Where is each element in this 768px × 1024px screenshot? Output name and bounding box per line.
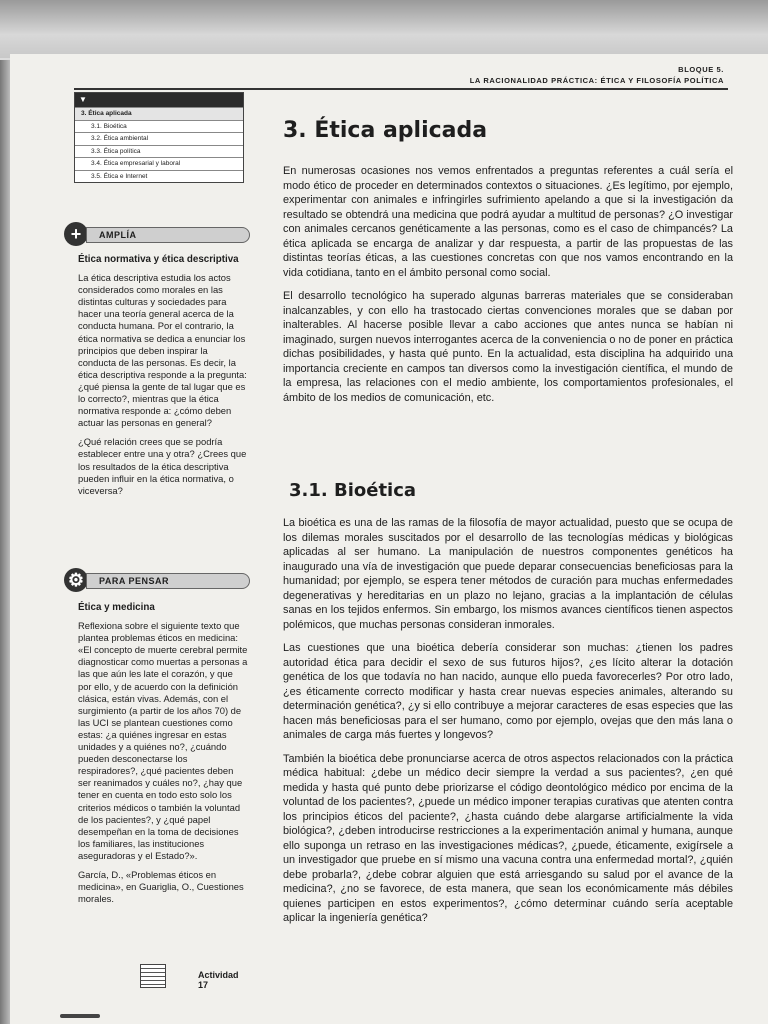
para-pensar-label: PARA PENSAR: [86, 573, 250, 589]
bottom-mark: [60, 1014, 100, 1018]
paragraph: En numerosas ocasiones nos vemos enfrentados a preguntas referentes a cuál sería el modo ético de proceder en determinados contextos o situaciones. ¿Es legítimo, por ejemplo, experimentar con animales e infringirles sufrimiento apelando a que si la investigación da resultado se obtendrá una medicina que podrá ayudar a multitud de personas? ¿O investigar con animales cercanos genéticamente a las personas, como es el caso de chimpancés? La ética aplicada se encarga de analizar y dar respuesta, a partir de las propuestas de las distintas teorías éticas, a las cuestiones concretas con que nos vamos encontrando en la vida cotidiana, tanto en el ámbito personal como social.: [283, 165, 733, 279]
book-icon: [140, 964, 166, 988]
section-heading: 3. Ética aplicada: [283, 118, 488, 143]
triangle-down-icon: ▼: [79, 95, 87, 104]
running-head-block: BLOQUE 5.: [678, 65, 724, 74]
header-rule: [74, 88, 728, 90]
toc-bar: [75, 93, 243, 107]
para-pensar-badge: [64, 568, 244, 592]
toc-item[interactable]: 3.4. Ética empresarial y laboral: [75, 157, 243, 170]
activity-footer: [140, 964, 250, 988]
amplia-label: AMPLÍA: [86, 227, 250, 243]
toc-item[interactable]: 3. Ética aplicada: [75, 107, 243, 120]
para-pensar-text: Reflexiona sobre el siguiente texto que plantea problemas éticos en medicina: «El concepto de muerte cerebral permite diagnosticar como muertas a personas a las que aún les late el corazón, y que por ello, y de acuerdo con la definición clásica, están vivas. Además, con el surgimiento (a partir de los años 70) de las UCI se plantean cuestiones como estas: ¿a quiénes ingresar en estas unidades y a quiénes no?, ¿cuándo pueden desconectarse los respiradores?, ¿qué pacientes deben ser reanimados y cuáles no?, ¿hay que tener en cuenta en todo esto solo los criterios médicos o también la voluntad de los pacientes?, y ¿qué papel desempeñan en la toma de decisiones los familiares, las instituciones aseguradoras y el Estado?».: [78, 620, 248, 861]
book-binding: [0, 60, 10, 1024]
paragraph: La bioética es una de las ramas de la filosofía de mayor actualidad, puesto que se ocupa de los dilemas morales suscitados por el desarrollo de las tecnologías médicas y biológicas aplicadas al ser humano. La manipulación de nuestros componentes genéticos ha inaugurado una vía de investigación que puede deparar consecuencias beneficiosas para la humanidad; por ejemplo, se espera tener métodos de curación para muchas enfermedades degenerativas y hereditarias en un plazo no lejano, gracias a la implantación de células sanas en los tejidos enfermos. Sin embargo, los mismos avances científicos tienen aspectos polémicos, que muchas personas consideran inmorales.: [283, 517, 733, 631]
para-pensar-citation: García, D., «Problemas éticos en medicina», en Guariglia, O., Cuestiones morales.: [78, 868, 244, 905]
running-head-title: LA RACIONALIDAD PRÁCTICA: ÉTICA Y FILOSOFÍA POLÍTICA: [469, 76, 724, 85]
plus-icon: +: [64, 222, 88, 246]
para-pensar-title: Ética y medicina: [78, 602, 155, 613]
toc-item[interactable]: 3.1. Bioética: [75, 120, 243, 133]
paragraph: El desarrollo tecnológico ha superado algunas barreras materiales que se consideraban inalcanzables, y con ello ha trastocado ciertas convenciones morales que se daban por inalterables. Al hacerse posible llevar a cabo acciones que antes nunca se habían ni imaginado, surgen nuevos interrogantes acerca de la conveniencia o no de poner en práctica dichas posibilidades, y hasta qué punto. En la actualidad, esta disciplina ha adquirido una importancia creciente en campos tan diversos como la investigación científica, el mundo de la empresa, las relaciones con el medio ambiente, los comportamientos profesionales, el ámbito de los medios de comunicación, etc.: [283, 290, 733, 404]
toc-item[interactable]: 3.3. Ética política: [75, 145, 243, 158]
amplia-badge: [64, 222, 244, 246]
gears-icon: ⚙: [64, 568, 88, 592]
amplia-text: La ética descriptiva estudia los actos considerados como morales en las distintas culturas y sociedades para hacer una teoría general acerca de la conducta humana. Por el contrario, la ética normativa se dedica a enunciar los principios que deben inspirar la conducta de las personas. Es decir, la ética descriptiva responde a la pregunta: ¿qué piensa la gente de tal lugar que es lo correcto?, mientras que la ética normativa responde a: ¿cómo deben actuar las personas en general?: [78, 272, 247, 429]
paragraph: También la bioética debe pronunciarse acerca de otros aspectos relacionados con la práctica médica habitual: ¿debe un médico decir siempre la verdad a sus pacientes?, ¿en qué medida y hasta qué punto debe priorizarse el código deontológico médico por encima de la voluntad de los pacientes?, ¿puede un médico imponer terapias curativas que atenten contra los principios éticos del paciente?, ¿hasta cuándo debe alargarse artificialmente la vida biológica?, ¿deben introducirse restricciones a la experimentación animal y humana, aunque ello suponga un retraso en las investigaciones médicas?, ¿puede, éticamente, exigírsele a un investigador que pruebe en sí mismo una vacuna contra una enfermedad mortal?, ¿quién debe probarla?, ¿debe cobrar alguien que está arriesgando su salud por el avance de la medicina?, ¿no se favorece, de esta manera, que sean los económicamente más débiles quienes participen en estos experimentos?, ¿cómo determinar cuándo sería aceptable aplicar la ingeniería genética?: [283, 752, 733, 924]
subsection-body: [283, 516, 733, 935]
scan-shadow: [0, 0, 768, 58]
toc-item[interactable]: 3.2. Ética ambiental: [75, 132, 243, 145]
paragraph: Las cuestiones que una bioética debería considerar son muchas: ¿tienen los padres autoridad ética para decidir el sexo de sus futuros hijos?, ¿es lícito alterar la dotación genética de los que todavía no han nacido, aunque ello pueda favorecerles? Por otro lado, ¿es éticamente correcto modificar y hasta crear nuevas especies animales, alterando su determinación genética?, ¿y si ello contribuye a mejorar caracteres de esas especies que las hacen más beneficiosas para el ser humano, como por ejemplo, ovejas que den más lana o animales de carga más fuertes y longevos?: [283, 642, 733, 741]
toc-box: [74, 92, 244, 183]
amplia-question: ¿Qué relación crees que se podría establecer entre una y otra? ¿Crees que los resultados de la ética descriptiva pueden influir en la ética normativa, o viceversa?: [78, 436, 247, 496]
toc-item[interactable]: 3.5. Ética e Internet: [75, 170, 243, 183]
activity-label: Actividad 17: [198, 970, 239, 990]
para-pensar-box: [78, 602, 248, 912]
running-head: [470, 64, 724, 86]
amplia-box: [78, 254, 248, 504]
subsection-heading: 3.1. Bioética: [289, 480, 417, 501]
section-body: [283, 164, 733, 414]
amplia-title: Ética normativa y ética descriptiva: [78, 254, 239, 265]
